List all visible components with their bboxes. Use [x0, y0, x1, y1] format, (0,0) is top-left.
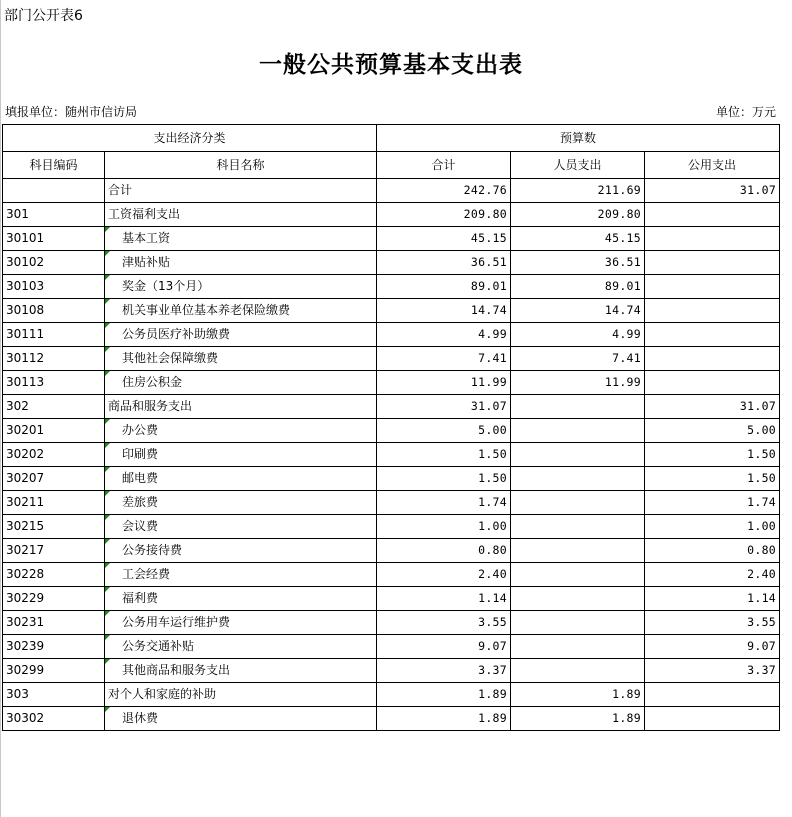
cell-total[interactable]: 31.07 [377, 395, 511, 419]
cell-name-text: 办公费 [122, 423, 159, 437]
cell-name[interactable] [105, 299, 377, 323]
text-format-marker-icon [105, 251, 110, 256]
cell-personnel[interactable]: 1.89 [511, 707, 645, 731]
cell-personnel[interactable] [511, 611, 645, 635]
text-format-marker-icon [105, 443, 110, 448]
cell-public[interactable]: 0.80 [645, 539, 780, 563]
cell-code[interactable]: 30102 [3, 251, 105, 275]
cell-code[interactable]: 30101 [3, 227, 105, 251]
cell-personnel[interactable] [511, 659, 645, 683]
table-row[interactable] [3, 443, 780, 467]
text-format-marker-icon [105, 515, 110, 520]
header-name: 科目名称 [105, 152, 377, 179]
text-format-marker-icon [105, 347, 110, 352]
cell-code[interactable] [3, 179, 105, 203]
cell-total[interactable]: 1.50 [377, 443, 511, 467]
cell-code[interactable]: 30103 [3, 275, 105, 299]
cell-name[interactable] [105, 227, 377, 251]
text-format-marker-icon [105, 659, 110, 664]
cell-total[interactable]: 11.99 [377, 371, 511, 395]
table-row[interactable] [3, 659, 780, 683]
text-format-marker-icon [105, 635, 110, 640]
table-row[interactable] [3, 491, 780, 515]
cell-total[interactable]: 1.74 [377, 491, 511, 515]
cell-personnel[interactable]: 45.15 [511, 227, 645, 251]
cell-name[interactable] [105, 419, 377, 443]
cell-name-text: 差旅费 [122, 495, 159, 509]
cell-total[interactable]: 4.99 [377, 323, 511, 347]
cell-code[interactable]: 30111 [3, 323, 105, 347]
cell-name-text: 公务接待费 [122, 543, 183, 557]
cell-public[interactable] [645, 323, 780, 347]
cell-code[interactable]: 30207 [3, 467, 105, 491]
cell-personnel[interactable]: 211.69 [511, 179, 645, 203]
cell-name-text: 邮电费 [122, 471, 159, 485]
header-public: 公用支出 [645, 152, 780, 179]
cell-name-text: 其他社会保障缴费 [122, 351, 219, 365]
cell-code[interactable]: 30217 [3, 539, 105, 563]
cell-personnel[interactable] [511, 539, 645, 563]
cell-name[interactable] [105, 467, 377, 491]
cell-code[interactable]: 30211 [3, 491, 105, 515]
cell-total[interactable]: 14.74 [377, 299, 511, 323]
cell-total[interactable]: 3.55 [377, 611, 511, 635]
cell-name[interactable] [105, 179, 377, 203]
header-budget-amount: 预算数 [377, 125, 780, 152]
cell-total[interactable]: 1.89 [377, 707, 511, 731]
cell-personnel[interactable] [511, 467, 645, 491]
table-row[interactable] [3, 299, 780, 323]
cell-name[interactable] [105, 323, 377, 347]
cell-total[interactable]: 45.15 [377, 227, 511, 251]
table-row[interactable] [3, 179, 780, 203]
cell-total[interactable]: 1.50 [377, 467, 511, 491]
cell-total[interactable]: 0.80 [377, 539, 511, 563]
header-total: 合计 [377, 152, 511, 179]
sheet-left-border [0, 0, 1, 817]
cell-code[interactable]: 30108 [3, 299, 105, 323]
cell-public[interactable] [645, 707, 780, 731]
cell-name[interactable] [105, 587, 377, 611]
table-row[interactable] [3, 539, 780, 563]
cell-name-text: 公务交通补贴 [122, 639, 195, 653]
cell-code[interactable]: 30231 [3, 611, 105, 635]
cell-public[interactable] [645, 347, 780, 371]
cell-name[interactable] [105, 659, 377, 683]
cell-name-text: 商品和服务支出 [108, 399, 193, 413]
cell-name[interactable] [105, 515, 377, 539]
cell-public[interactable]: 1.74 [645, 491, 780, 515]
cell-name-text: 印刷费 [122, 447, 159, 461]
table-row[interactable] [3, 419, 780, 443]
table-row[interactable] [3, 587, 780, 611]
text-format-marker-icon [105, 539, 110, 544]
cell-total[interactable]: 7.41 [377, 347, 511, 371]
cell-total[interactable]: 3.37 [377, 659, 511, 683]
cell-personnel[interactable]: 89.01 [511, 275, 645, 299]
text-format-marker-icon [105, 275, 110, 280]
cell-name-text: 其他商品和服务支出 [122, 663, 231, 677]
cell-total[interactable]: 1.00 [377, 515, 511, 539]
table-row[interactable] [3, 563, 780, 587]
text-format-marker-icon [105, 587, 110, 592]
table-row[interactable] [3, 683, 780, 707]
table-row[interactable] [3, 395, 780, 419]
cell-personnel[interactable] [511, 515, 645, 539]
header-personnel: 人员支出 [511, 152, 645, 179]
page-title: 一般公共预算基本支出表 [259, 51, 523, 78]
table-row[interactable] [3, 467, 780, 491]
cell-public[interactable] [645, 203, 780, 227]
cell-personnel[interactable] [511, 587, 645, 611]
cell-code[interactable]: 30302 [3, 707, 105, 731]
cell-name-text: 机关事业单位基本养老保险缴费 [122, 303, 291, 317]
cell-public[interactable]: 1.50 [645, 443, 780, 467]
table-row[interactable] [3, 371, 780, 395]
table-row[interactable] [3, 275, 780, 299]
table-row[interactable] [3, 515, 780, 539]
cell-personnel[interactable] [511, 635, 645, 659]
cell-name-text: 退休费 [122, 711, 159, 725]
cell-name[interactable] [105, 563, 377, 587]
cell-personnel[interactable]: 11.99 [511, 371, 645, 395]
cell-public[interactable] [645, 299, 780, 323]
cell-name-text: 对个人和家庭的补助 [108, 687, 217, 701]
text-format-marker-icon [105, 707, 110, 712]
cell-name[interactable] [105, 443, 377, 467]
table-row[interactable] [3, 635, 780, 659]
cell-code[interactable]: 30113 [3, 371, 105, 395]
currency-unit: 单位：万元 [715, 105, 776, 119]
cell-personnel[interactable] [511, 419, 645, 443]
cell-name-text: 合计 [108, 183, 133, 197]
table-row[interactable] [3, 707, 780, 731]
table-row[interactable] [3, 251, 780, 275]
cell-name-text: 住房公积金 [122, 375, 183, 389]
cell-code[interactable]: 30299 [3, 659, 105, 683]
cell-name[interactable] [105, 371, 377, 395]
cell-name-text: 福利费 [122, 591, 159, 605]
cell-total[interactable]: 36.51 [377, 251, 511, 275]
cell-name[interactable] [105, 275, 377, 299]
cell-personnel[interactable] [511, 563, 645, 587]
cell-code[interactable]: 30215 [3, 515, 105, 539]
cell-total[interactable]: 242.76 [377, 179, 511, 203]
cell-public[interactable] [645, 275, 780, 299]
cell-personnel[interactable]: 1.89 [511, 683, 645, 707]
cell-name-text: 会议费 [122, 519, 159, 533]
cell-public[interactable]: 9.07 [645, 635, 780, 659]
text-format-marker-icon [105, 611, 110, 616]
cell-name[interactable] [105, 347, 377, 371]
cell-code[interactable]: 30201 [3, 419, 105, 443]
cell-total[interactable]: 9.07 [377, 635, 511, 659]
cell-total[interactable]: 2.40 [377, 563, 511, 587]
cell-name[interactable] [105, 251, 377, 275]
cell-total[interactable]: 89.01 [377, 275, 511, 299]
cell-code[interactable]: 301 [3, 203, 105, 227]
cell-personnel[interactable]: 209.80 [511, 203, 645, 227]
cell-public[interactable]: 31.07 [645, 179, 780, 203]
cell-public[interactable]: 1.14 [645, 587, 780, 611]
cell-name-text: 基本工资 [122, 231, 171, 245]
cell-name-text: 工资福利支出 [108, 207, 181, 221]
sheet-label: 部门公开表6 [4, 8, 83, 24]
cell-public[interactable]: 3.55 [645, 611, 780, 635]
cell-personnel[interactable] [511, 395, 645, 419]
text-format-marker-icon [105, 467, 110, 472]
cell-public[interactable]: 1.50 [645, 467, 780, 491]
text-format-marker-icon [105, 299, 110, 304]
text-format-marker-icon [105, 323, 110, 328]
text-format-marker-icon [105, 227, 110, 232]
header-economic-classification: 支出经济分类 [3, 125, 377, 152]
cell-personnel[interactable]: 7.41 [511, 347, 645, 371]
cell-personnel[interactable]: 14.74 [511, 299, 645, 323]
cell-code[interactable]: 30228 [3, 563, 105, 587]
text-format-marker-icon [105, 419, 110, 424]
text-format-marker-icon [105, 491, 110, 496]
cell-total[interactable]: 209.80 [377, 203, 511, 227]
cell-public[interactable] [645, 251, 780, 275]
cell-name[interactable] [105, 203, 377, 227]
cell-name-text: 公务员医疗补助缴费 [122, 327, 231, 341]
cell-name[interactable] [105, 539, 377, 563]
cell-public[interactable]: 5.00 [645, 419, 780, 443]
cell-total[interactable]: 1.89 [377, 683, 511, 707]
text-format-marker-icon [105, 563, 110, 568]
cell-code[interactable]: 30112 [3, 347, 105, 371]
cell-public[interactable] [645, 371, 780, 395]
header-code: 科目编码 [3, 152, 105, 179]
cell-public[interactable] [645, 683, 780, 707]
cell-name-text: 奖金（13个月） [122, 279, 210, 293]
cell-total[interactable]: 5.00 [377, 419, 511, 443]
cell-name[interactable] [105, 683, 377, 707]
cell-personnel[interactable] [511, 491, 645, 515]
budget-table [2, 124, 780, 731]
cell-personnel[interactable] [511, 443, 645, 467]
cell-name[interactable] [105, 611, 377, 635]
table-row[interactable] [3, 323, 780, 347]
cell-public[interactable]: 3.37 [645, 659, 780, 683]
cell-code[interactable]: 30239 [3, 635, 105, 659]
cell-name-text: 公务用车运行维护费 [122, 615, 231, 629]
table-row[interactable] [3, 203, 780, 227]
header-row-columns [3, 152, 780, 179]
cell-public[interactable]: 2.40 [645, 563, 780, 587]
header-row-group [3, 125, 780, 152]
cell-code[interactable]: 302 [3, 395, 105, 419]
cell-name-text: 津贴补贴 [122, 255, 171, 269]
cell-name[interactable] [105, 395, 377, 419]
cell-public[interactable]: 31.07 [645, 395, 780, 419]
table-row[interactable] [3, 347, 780, 371]
cell-code[interactable]: 303 [3, 683, 105, 707]
cell-total[interactable]: 1.14 [377, 587, 511, 611]
table-row[interactable] [3, 227, 780, 251]
cell-name[interactable] [105, 707, 377, 731]
cell-public[interactable] [645, 227, 780, 251]
cell-name[interactable] [105, 491, 377, 515]
reporting-unit: 填报单位：随州市信访局 [5, 105, 138, 119]
cell-code[interactable]: 30202 [3, 443, 105, 467]
text-format-marker-icon [105, 371, 110, 376]
cell-personnel[interactable]: 4.99 [511, 323, 645, 347]
cell-code[interactable]: 30229 [3, 587, 105, 611]
table-row[interactable] [3, 611, 780, 635]
cell-personnel[interactable]: 36.51 [511, 251, 645, 275]
cell-public[interactable]: 1.00 [645, 515, 780, 539]
cell-name[interactable] [105, 635, 377, 659]
cell-name-text: 工会经费 [122, 567, 171, 581]
